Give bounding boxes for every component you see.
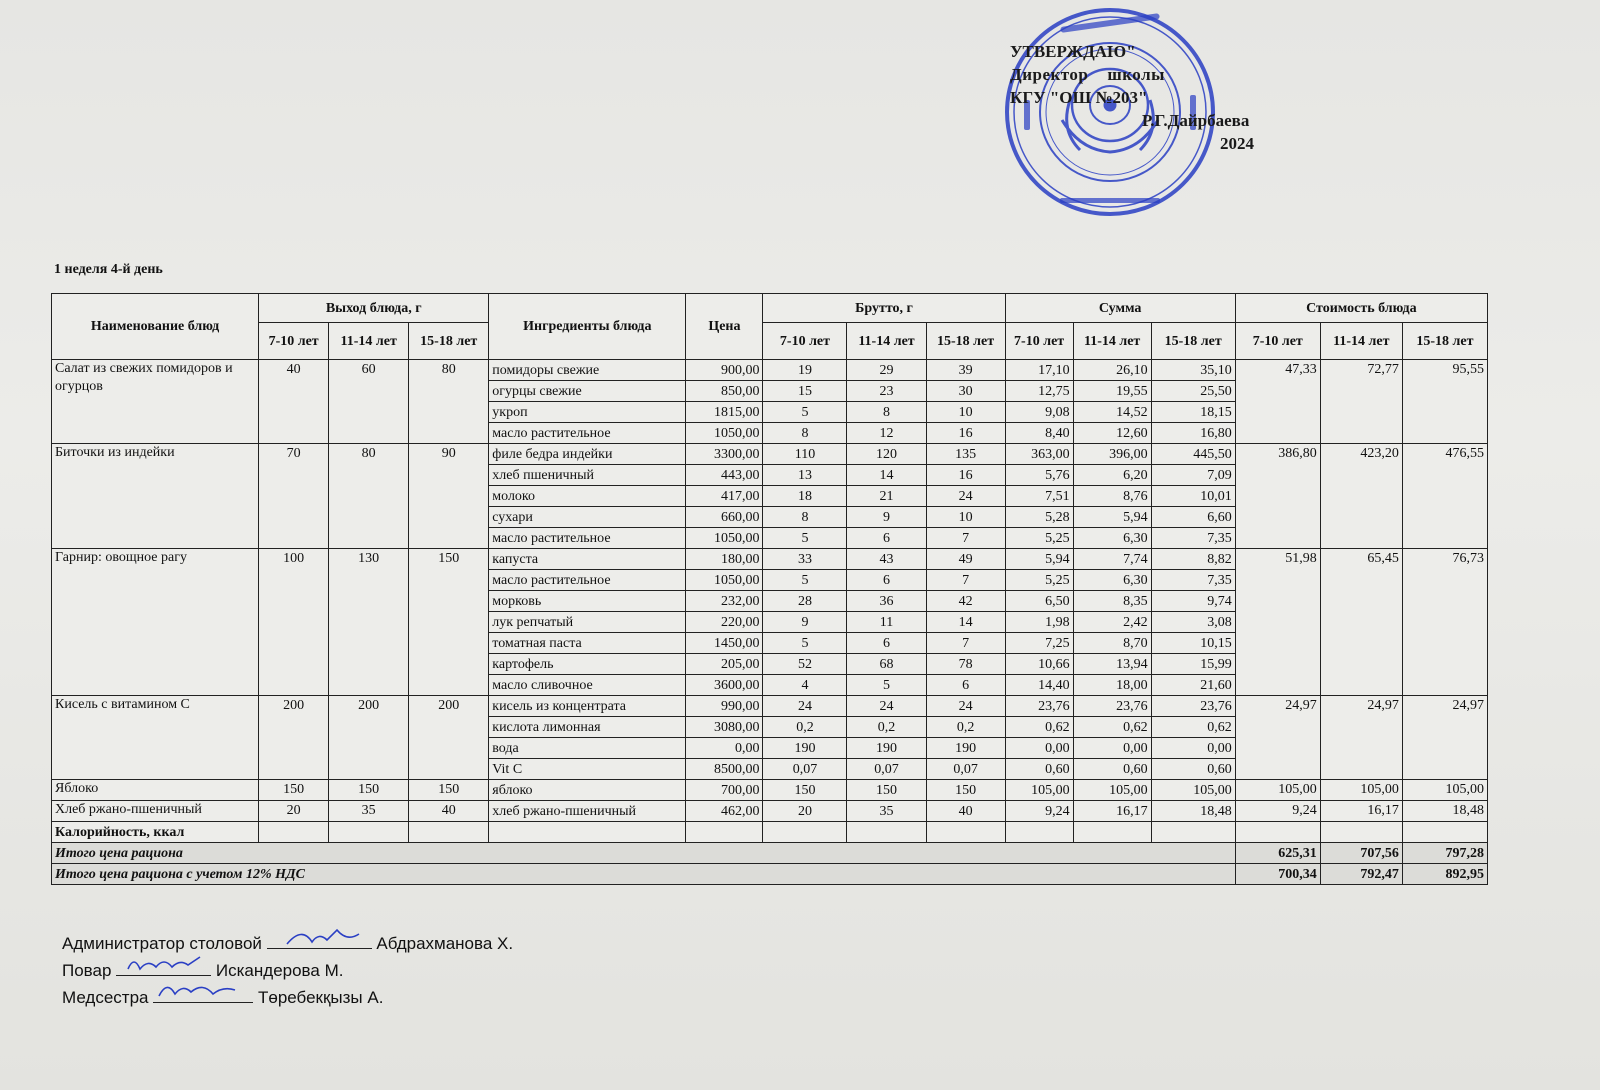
ingredient-sum: 2,42 (1073, 612, 1151, 633)
ingredient-gross: 6 (847, 570, 926, 591)
ingredient-gross: 0,07 (847, 759, 926, 780)
approval-year: 2024 (1220, 134, 1254, 153)
ingredient-gross: 14 (926, 612, 1005, 633)
dish-output: 200 (259, 696, 329, 780)
ingredient-gross: 5 (847, 675, 926, 696)
ingredient-sum: 0,62 (1073, 717, 1151, 738)
ingredient-name: морковь (489, 591, 686, 612)
signature-line (153, 984, 253, 1003)
ingredient-gross: 28 (763, 591, 847, 612)
ingredient-name: хлеб ржано-пшеничный (489, 801, 686, 822)
ingredient-gross: 0,07 (763, 759, 847, 780)
ingredient-name: лук репчатый (489, 612, 686, 633)
dish-output: 20 (259, 801, 329, 822)
ingredient-gross: 190 (926, 738, 1005, 759)
ingredient-sum: 18,48 (1151, 801, 1235, 822)
ingredient-sum: 10,15 (1151, 633, 1235, 654)
ingredient-sum: 9,08 (1005, 402, 1073, 423)
ingredient-gross: 6 (847, 528, 926, 549)
header-age: 15-18 лет (1402, 323, 1487, 360)
ingredient-sum: 3,08 (1151, 612, 1235, 633)
ingredient-price: 1050,00 (686, 570, 763, 591)
menu-table-body (52, 360, 1488, 822)
ingredient-sum: 12,75 (1005, 381, 1073, 402)
ingredient-sum: 23,76 (1151, 696, 1235, 717)
header-age: 11-14 лет (1320, 323, 1402, 360)
ingredient-price: 3080,00 (686, 717, 763, 738)
ingredient-gross: 33 (763, 549, 847, 570)
header-age: 15-18 лет (926, 323, 1005, 360)
table-row (52, 444, 1488, 465)
dish-cost: 24,97 (1235, 696, 1320, 780)
dish-cost: 476,55 (1402, 444, 1487, 549)
dish-cost: 105,00 (1235, 780, 1320, 801)
dish-output: 150 (409, 549, 489, 696)
ingredient-sum: 8,76 (1073, 486, 1151, 507)
ingredient-name: кисель из концентрата (489, 696, 686, 717)
ingredient-gross: 8 (847, 402, 926, 423)
ingredient-sum: 26,10 (1073, 360, 1151, 381)
ingredient-name: молоко (489, 486, 686, 507)
ingredient-sum: 0,62 (1005, 717, 1073, 738)
ingredient-price: 232,00 (686, 591, 763, 612)
header-age: 11-14 лет (329, 323, 409, 360)
ingredient-gross: 23 (847, 381, 926, 402)
ingredient-sum: 5,94 (1005, 549, 1073, 570)
dish-output: 150 (259, 780, 329, 801)
table-row (52, 801, 1488, 822)
handwritten-signature-icon (267, 924, 372, 950)
ingredient-sum: 14,40 (1005, 675, 1073, 696)
header-age: 15-18 лет (409, 323, 489, 360)
ingredient-name: масло сливочное (489, 675, 686, 696)
ingredient-gross: 7 (926, 570, 1005, 591)
dish-name: Яблоко (52, 780, 259, 801)
approval-signatory: Р.Г.Дайрбаева (1142, 111, 1250, 130)
ingredient-gross: 24 (763, 696, 847, 717)
ingredient-gross: 29 (847, 360, 926, 381)
ingredient-gross: 5 (763, 402, 847, 423)
ingredient-sum: 363,00 (1005, 444, 1073, 465)
header-cost: Стоимость блюда (1235, 294, 1487, 323)
ingredient-price: 660,00 (686, 507, 763, 528)
ingredient-gross: 9 (847, 507, 926, 528)
ingredient-name: вода (489, 738, 686, 759)
total-value: 707,56 (1320, 843, 1402, 864)
signature-row (62, 957, 513, 984)
dish-output: 40 (409, 801, 489, 822)
ingredient-gross: 24 (847, 696, 926, 717)
ingredient-name: картофель (489, 654, 686, 675)
dish-cost: 423,20 (1320, 444, 1402, 549)
ingredient-gross: 0,2 (847, 717, 926, 738)
dish-cost: 24,97 (1402, 696, 1487, 780)
table-row (52, 360, 1488, 381)
header-age: 7-10 лет (1005, 323, 1073, 360)
ingredient-sum: 17,10 (1005, 360, 1073, 381)
ingredient-sum: 23,76 (1005, 696, 1073, 717)
signature-row (62, 984, 513, 1011)
ingredient-name: огурцы свежие (489, 381, 686, 402)
total-vat-value: 700,34 (1235, 864, 1320, 885)
ingredient-gross: 9 (763, 612, 847, 633)
total-row (52, 843, 1488, 864)
ingredient-gross: 10 (926, 507, 1005, 528)
ingredient-price: 1450,00 (686, 633, 763, 654)
ingredient-sum: 5,25 (1005, 528, 1073, 549)
ingredient-sum: 10,01 (1151, 486, 1235, 507)
ingredient-sum: 0,60 (1151, 759, 1235, 780)
total-value: 625,31 (1235, 843, 1320, 864)
ingredient-sum: 0,60 (1073, 759, 1151, 780)
header-dish-name: Наименование блюд (52, 294, 259, 360)
ingredient-name: помидоры свежие (489, 360, 686, 381)
header-age: 15-18 лет (1151, 323, 1235, 360)
ingredient-sum: 5,76 (1005, 465, 1073, 486)
ingredient-gross: 6 (847, 633, 926, 654)
ingredient-name: хлеб пшеничный (489, 465, 686, 486)
ingredient-gross: 4 (763, 675, 847, 696)
ingredient-gross: 78 (926, 654, 1005, 675)
total-vat-row (52, 864, 1488, 885)
dish-output: 150 (409, 780, 489, 801)
handwritten-signature-icon (116, 951, 211, 977)
ingredient-price: 1050,00 (686, 528, 763, 549)
ingredient-gross: 14 (847, 465, 926, 486)
dish-name: Салат из свежих помидоров и огурцов (52, 360, 259, 444)
signature-name: Төребекқызы А. (257, 988, 384, 1007)
dish-name: Кисель с витамином С (52, 696, 259, 780)
ingredient-gross: 68 (847, 654, 926, 675)
header-age: 11-14 лет (1073, 323, 1151, 360)
ingredient-name: капуста (489, 549, 686, 570)
ingredient-gross: 190 (763, 738, 847, 759)
ingredient-gross: 52 (763, 654, 847, 675)
ingredient-sum: 0,00 (1005, 738, 1073, 759)
ingredient-gross: 35 (847, 801, 926, 822)
ingredient-price: 1815,00 (686, 402, 763, 423)
ingredient-name: укроп (489, 402, 686, 423)
ingredient-gross: 135 (926, 444, 1005, 465)
dish-cost: 18,48 (1402, 801, 1487, 822)
ingredient-gross: 6 (926, 675, 1005, 696)
ingredient-gross: 20 (763, 801, 847, 822)
ingredient-sum: 12,60 (1073, 423, 1151, 444)
ingredient-sum: 6,30 (1073, 528, 1151, 549)
ingredient-gross: 24 (926, 696, 1005, 717)
dish-output: 80 (329, 444, 409, 549)
ingredient-price: 3600,00 (686, 675, 763, 696)
ingredient-sum: 5,25 (1005, 570, 1073, 591)
ingredient-sum: 0,00 (1073, 738, 1151, 759)
header-age: 11-14 лет (847, 323, 926, 360)
ingredient-price: 3300,00 (686, 444, 763, 465)
ingredient-sum: 25,50 (1151, 381, 1235, 402)
calories-row (52, 822, 1488, 843)
ingredient-gross: 11 (847, 612, 926, 633)
ingredient-sum: 5,94 (1073, 507, 1151, 528)
ingredient-sum: 8,82 (1151, 549, 1235, 570)
ingredient-sum: 6,50 (1005, 591, 1073, 612)
signature-role: Администратор столовой (62, 934, 262, 953)
ingredient-gross: 0,2 (926, 717, 1005, 738)
ingredient-price: 850,00 (686, 381, 763, 402)
ingredient-price: 990,00 (686, 696, 763, 717)
header-age: 7-10 лет (1235, 323, 1320, 360)
ingredient-price: 220,00 (686, 612, 763, 633)
ingredient-sum: 10,66 (1005, 654, 1073, 675)
menu-table (51, 293, 1488, 885)
ingredient-name: сухари (489, 507, 686, 528)
ingredient-name: томатная паста (489, 633, 686, 654)
ingredient-sum: 0,62 (1151, 717, 1235, 738)
ingredient-gross: 12 (847, 423, 926, 444)
ingredient-sum: 19,55 (1073, 381, 1151, 402)
ingredient-sum: 35,10 (1151, 360, 1235, 381)
dish-cost: 72,77 (1320, 360, 1402, 444)
header-age: 7-10 лет (259, 323, 329, 360)
ingredient-sum: 105,00 (1073, 780, 1151, 801)
dish-output: 35 (329, 801, 409, 822)
dish-cost: 76,73 (1402, 549, 1487, 696)
dish-cost: 24,97 (1320, 696, 1402, 780)
ingredient-name: кислота лимонная (489, 717, 686, 738)
ingredient-gross: 120 (847, 444, 926, 465)
approval-block (1010, 40, 1310, 155)
dish-cost: 95,55 (1402, 360, 1487, 444)
signature-line (116, 957, 211, 976)
header-sum: Сумма (1005, 294, 1235, 323)
ingredient-gross: 8 (763, 507, 847, 528)
ingredient-sum: 105,00 (1005, 780, 1073, 801)
table-row (52, 780, 1488, 801)
ingredient-gross: 110 (763, 444, 847, 465)
ingredient-gross: 18 (763, 486, 847, 507)
header-gross: Брутто, г (763, 294, 1005, 323)
ingredient-sum: 13,94 (1073, 654, 1151, 675)
total-vat-label: Итого цена рациона с учетом 12% НДС (52, 864, 1236, 885)
ingredient-price: 205,00 (686, 654, 763, 675)
ingredient-sum: 105,00 (1151, 780, 1235, 801)
ingredient-sum: 445,50 (1151, 444, 1235, 465)
dish-name: Гарнир: овощное рагу (52, 549, 259, 696)
signature-role: Медсестра (62, 988, 149, 1007)
total-vat-value: 792,47 (1320, 864, 1402, 885)
ingredient-sum: 6,20 (1073, 465, 1151, 486)
header-price: Цена (686, 294, 763, 360)
dish-cost: 16,17 (1320, 801, 1402, 822)
ingredient-gross: 24 (926, 486, 1005, 507)
dish-cost: 51,98 (1235, 549, 1320, 696)
ingredient-sum: 0,60 (1005, 759, 1073, 780)
menu-table-footer (52, 822, 1488, 885)
ingredient-price: 0,00 (686, 738, 763, 759)
ingredient-name: масло растительное (489, 423, 686, 444)
ingredient-sum: 7,51 (1005, 486, 1073, 507)
ingredient-sum: 7,35 (1151, 528, 1235, 549)
ingredient-sum: 8,35 (1073, 591, 1151, 612)
dish-output: 130 (329, 549, 409, 696)
ingredient-gross: 30 (926, 381, 1005, 402)
ingredient-gross: 8 (763, 423, 847, 444)
ingredient-sum: 6,30 (1073, 570, 1151, 591)
ingredient-gross: 0,07 (926, 759, 1005, 780)
dish-cost: 105,00 (1402, 780, 1487, 801)
ingredient-name: масло растительное (489, 528, 686, 549)
ingredient-sum: 9,24 (1005, 801, 1073, 822)
dish-output: 200 (329, 696, 409, 780)
ingredient-sum: 1,98 (1005, 612, 1073, 633)
ingredient-gross: 5 (763, 633, 847, 654)
ingredient-gross: 21 (847, 486, 926, 507)
table-row (52, 696, 1488, 717)
header-ingredients: Ингредиенты блюда (489, 294, 686, 360)
dish-output: 70 (259, 444, 329, 549)
dish-output: 100 (259, 549, 329, 696)
ingredient-gross: 16 (926, 465, 1005, 486)
handwritten-signature-icon (153, 978, 253, 1004)
dish-name: Биточки из индейки (52, 444, 259, 549)
ingredient-gross: 16 (926, 423, 1005, 444)
signatures-block (62, 930, 513, 1011)
ingredient-name: яблоко (489, 780, 686, 801)
signature-line (267, 930, 372, 949)
ingredient-name: филе бедра индейки (489, 444, 686, 465)
ingredient-name: Vit C (489, 759, 686, 780)
ingredient-price: 180,00 (686, 549, 763, 570)
ingredient-sum: 14,52 (1073, 402, 1151, 423)
ingredient-sum: 23,76 (1073, 696, 1151, 717)
approval-organization: КГУ "ОШ №203" (1010, 88, 1148, 107)
ingredient-gross: 19 (763, 360, 847, 381)
ingredient-gross: 0,2 (763, 717, 847, 738)
ingredient-gross: 7 (926, 633, 1005, 654)
approval-position: Директор школы (1010, 65, 1165, 84)
ingredient-gross: 10 (926, 402, 1005, 423)
ingredient-sum: 7,35 (1151, 570, 1235, 591)
total-vat-value: 892,95 (1402, 864, 1487, 885)
dish-output: 90 (409, 444, 489, 549)
ingredient-gross: 190 (847, 738, 926, 759)
table-row (52, 549, 1488, 570)
dish-cost: 9,24 (1235, 801, 1320, 822)
ingredient-gross: 42 (926, 591, 1005, 612)
dish-output: 80 (409, 360, 489, 444)
ingredient-price: 1050,00 (686, 423, 763, 444)
ingredient-gross: 13 (763, 465, 847, 486)
approval-title: УТВЕРЖДАЮ" (1010, 42, 1136, 61)
total-label: Итого цена рациона (52, 843, 1236, 864)
header-age: 7-10 лет (763, 323, 847, 360)
dish-cost: 105,00 (1320, 780, 1402, 801)
ingredient-sum: 0,00 (1151, 738, 1235, 759)
ingredient-name: масло растительное (489, 570, 686, 591)
dish-output: 60 (329, 360, 409, 444)
signature-name: Искандерова М. (215, 961, 344, 980)
ingredient-sum: 16,80 (1151, 423, 1235, 444)
ingredient-gross: 5 (763, 528, 847, 549)
dish-output: 150 (329, 780, 409, 801)
ingredient-sum: 7,09 (1151, 465, 1235, 486)
ingredient-gross: 49 (926, 549, 1005, 570)
dish-cost: 47,33 (1235, 360, 1320, 444)
day-title: 1 неделя 4-й день (54, 262, 163, 277)
dish-cost: 386,80 (1235, 444, 1320, 549)
header-output: Выход блюда, г (259, 294, 489, 323)
ingredient-price: 462,00 (686, 801, 763, 822)
ingredient-gross: 36 (847, 591, 926, 612)
dish-name: Хлеб ржано-пшеничный (52, 801, 259, 822)
ingredient-price: 443,00 (686, 465, 763, 486)
ingredient-sum: 7,74 (1073, 549, 1151, 570)
dish-output: 200 (409, 696, 489, 780)
ingredient-gross: 5 (763, 570, 847, 591)
total-value: 797,28 (1402, 843, 1487, 864)
ingredient-gross: 150 (847, 780, 926, 801)
signature-name: Абдрахманова Х. (376, 934, 514, 953)
ingredient-sum: 9,74 (1151, 591, 1235, 612)
ingredient-sum: 5,28 (1005, 507, 1073, 528)
ingredient-sum: 8,70 (1073, 633, 1151, 654)
signature-role: Повар (62, 961, 112, 980)
ingredient-sum: 18,15 (1151, 402, 1235, 423)
ingredient-price: 8500,00 (686, 759, 763, 780)
dish-output: 40 (259, 360, 329, 444)
calories-label: Калорийность, ккал (52, 822, 259, 843)
ingredient-gross: 39 (926, 360, 1005, 381)
ingredient-price: 700,00 (686, 780, 763, 801)
ingredient-gross: 43 (847, 549, 926, 570)
ingredient-price: 900,00 (686, 360, 763, 381)
ingredient-sum: 15,99 (1151, 654, 1235, 675)
ingredient-price: 417,00 (686, 486, 763, 507)
ingredient-sum: 7,25 (1005, 633, 1073, 654)
ingredient-sum: 6,60 (1151, 507, 1235, 528)
ingredient-gross: 15 (763, 381, 847, 402)
ingredient-sum: 396,00 (1073, 444, 1151, 465)
ingredient-gross: 150 (763, 780, 847, 801)
ingredient-sum: 18,00 (1073, 675, 1151, 696)
ingredient-gross: 40 (926, 801, 1005, 822)
ingredient-sum: 21,60 (1151, 675, 1235, 696)
dish-cost: 65,45 (1320, 549, 1402, 696)
ingredient-sum: 16,17 (1073, 801, 1151, 822)
ingredient-sum: 8,40 (1005, 423, 1073, 444)
ingredient-gross: 150 (926, 780, 1005, 801)
ingredient-gross: 7 (926, 528, 1005, 549)
